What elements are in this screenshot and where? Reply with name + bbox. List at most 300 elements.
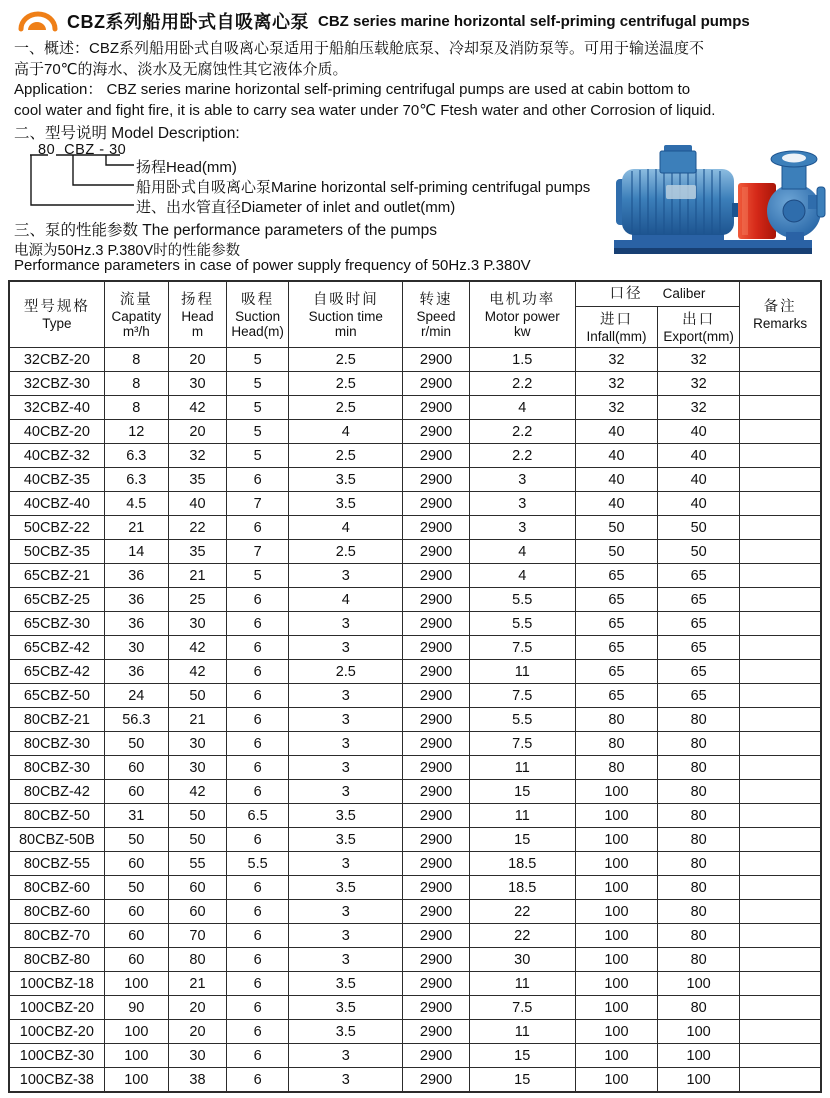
table-cell: 100 (575, 876, 657, 900)
table-cell: 30 (168, 756, 226, 780)
table-cell: 3.5 (289, 492, 403, 516)
table-cell (740, 756, 821, 780)
table-cell: 100CBZ-20 (9, 996, 104, 1020)
table-cell: 30 (168, 732, 226, 756)
table-cell: 2900 (403, 828, 469, 852)
table-cell: 65 (658, 636, 740, 660)
table-cell: 6.5 (227, 804, 289, 828)
table-cell: 5 (227, 564, 289, 588)
table-cell (740, 1020, 821, 1044)
table-cell (740, 708, 821, 732)
table-cell: 80 (658, 924, 740, 948)
table-cell: 30 (168, 372, 226, 396)
table-cell: 80CBZ-60 (9, 876, 104, 900)
table-cell: 80 (658, 948, 740, 972)
table-cell: 24 (104, 684, 168, 708)
table-cell: 32 (658, 372, 740, 396)
table-cell: 100 (575, 780, 657, 804)
table-cell: 40CBZ-35 (9, 468, 104, 492)
table-cell: 3 (469, 516, 575, 540)
table-cell: 30 (168, 612, 226, 636)
table-cell: 4 (469, 540, 575, 564)
table-cell: 2900 (403, 420, 469, 444)
table-cell: 2900 (403, 516, 469, 540)
table-cell: 2.5 (289, 660, 403, 684)
table-cell: 40CBZ-40 (9, 492, 104, 516)
table-cell: 40 (658, 468, 740, 492)
table-cell: 2900 (403, 636, 469, 660)
table-cell: 30 (104, 636, 168, 660)
table-cell: 2900 (403, 444, 469, 468)
table-cell (740, 876, 821, 900)
table-cell: 6 (227, 660, 289, 684)
table-cell: 6 (227, 516, 289, 540)
table-cell (740, 948, 821, 972)
table-cell: 15 (469, 1068, 575, 1093)
table-cell: 2900 (403, 492, 469, 516)
table-row (9, 756, 821, 780)
model-description-heading: 二、型号说明 Model Description: (14, 125, 240, 142)
table-cell (740, 900, 821, 924)
table-cell: 40CBZ-32 (9, 444, 104, 468)
table-cell: 8 (104, 372, 168, 396)
overview-line-cn-2: 高于70℃的海水、淡水及无腐蚀性其它液体介质。 (14, 60, 348, 78)
table-cell: 2900 (403, 396, 469, 420)
table-row (9, 564, 821, 588)
table-cell: 5 (227, 348, 289, 372)
brand-arc-icon (16, 7, 60, 35)
table-cell: 60 (168, 876, 226, 900)
table-cell: 15 (469, 828, 575, 852)
col-header-export: 出口 Export(mm) (658, 307, 740, 348)
table-cell: 3 (289, 612, 403, 636)
table-cell: 2900 (403, 1044, 469, 1068)
table-cell (740, 1068, 821, 1093)
col-header-suction-time: 自吸时间 Suction time min (289, 281, 403, 348)
table-cell: 6 (227, 948, 289, 972)
table-row (9, 660, 821, 684)
table-cell: 3 (289, 564, 403, 588)
col-header-motor-power: 电机功率 Motor power kw (469, 281, 575, 348)
table-cell: 2900 (403, 612, 469, 636)
table-cell: 5 (227, 420, 289, 444)
table-cell: 20 (168, 348, 226, 372)
table-cell: 6 (227, 876, 289, 900)
table-cell: 14 (104, 540, 168, 564)
table-cell: 5 (227, 396, 289, 420)
table-cell: 3 (469, 492, 575, 516)
table-cell: 65CBZ-50 (9, 684, 104, 708)
page-title-cn: CBZ系列船用卧式自吸离心泵 (67, 12, 309, 32)
table-cell: 3 (469, 468, 575, 492)
table-cell: 80CBZ-30 (9, 732, 104, 756)
table-cell: 2900 (403, 900, 469, 924)
table-cell: 2900 (403, 660, 469, 684)
overview-line-en-1: Application： CBZ series marine horizontal self-priming centrifugal pumps are used at cabin bottom to (14, 81, 691, 98)
table-cell: 100 (575, 924, 657, 948)
table-cell: 3 (289, 780, 403, 804)
table-cell: 11 (469, 972, 575, 996)
performance-note-cn: 电源为50Hz.3 P.380V时的性能参数 (14, 243, 241, 259)
table-cell: 65 (575, 660, 657, 684)
table-cell (740, 564, 821, 588)
table-cell: 100 (575, 972, 657, 996)
table-cell: 60 (104, 948, 168, 972)
table-cell: 40 (658, 492, 740, 516)
model-label-head: 扬程Head(mm) (136, 159, 237, 176)
table-cell: 7.5 (469, 996, 575, 1020)
table-cell: 100 (575, 1068, 657, 1093)
table-cell: 50 (168, 828, 226, 852)
table-cell: 42 (168, 396, 226, 420)
table-cell (740, 732, 821, 756)
table-cell: 3 (289, 732, 403, 756)
table-row (9, 348, 821, 372)
table-cell: 36 (104, 564, 168, 588)
table-cell: 21 (168, 708, 226, 732)
table-cell: 6 (227, 780, 289, 804)
table-cell (740, 516, 821, 540)
table-cell: 36 (104, 612, 168, 636)
table-cell: 3 (289, 684, 403, 708)
table-cell: 65 (658, 564, 740, 588)
table-cell: 7.5 (469, 732, 575, 756)
table-cell: 2900 (403, 972, 469, 996)
table-row (9, 492, 821, 516)
table-cell: 3 (289, 636, 403, 660)
table-cell (740, 492, 821, 516)
table-cell: 2900 (403, 876, 469, 900)
col-header-remarks: 备注 Remarks (740, 281, 821, 348)
table-cell: 50 (104, 876, 168, 900)
table-cell: 6 (227, 732, 289, 756)
table-cell: 100 (575, 900, 657, 924)
table-row (9, 1044, 821, 1068)
table-row (9, 516, 821, 540)
table-cell: 50 (575, 540, 657, 564)
table-cell: 100 (575, 948, 657, 972)
table-cell: 100 (658, 972, 740, 996)
table-cell: 2900 (403, 852, 469, 876)
table-cell: 4 (469, 564, 575, 588)
table-cell: 11 (469, 804, 575, 828)
table-cell: 32CBZ-30 (9, 372, 104, 396)
table-cell: 2.5 (289, 444, 403, 468)
table-cell: 5.5 (469, 588, 575, 612)
model-diagram-lines (28, 153, 140, 215)
table-row (9, 588, 821, 612)
table-cell: 6 (227, 588, 289, 612)
table-cell: 2900 (403, 468, 469, 492)
table-cell: 65CBZ-21 (9, 564, 104, 588)
table-cell: 100CBZ-38 (9, 1068, 104, 1093)
table-cell: 2.2 (469, 372, 575, 396)
table-cell: 80 (658, 804, 740, 828)
table-cell: 7 (227, 540, 289, 564)
table-cell: 32CBZ-40 (9, 396, 104, 420)
table-cell: 30 (469, 948, 575, 972)
table-cell: 7.5 (469, 636, 575, 660)
table-cell (740, 996, 821, 1020)
table-cell: 20 (168, 420, 226, 444)
table-cell: 65 (575, 636, 657, 660)
table-cell: 50 (104, 732, 168, 756)
table-cell: 65CBZ-25 (9, 588, 104, 612)
table-cell (740, 1044, 821, 1068)
table-row (9, 468, 821, 492)
table-cell: 80 (658, 780, 740, 804)
table-cell: 12 (104, 420, 168, 444)
table-cell: 35 (168, 540, 226, 564)
table-cell: 32 (575, 348, 657, 372)
table-cell: 3 (289, 756, 403, 780)
table-cell: 65CBZ-30 (9, 612, 104, 636)
table-cell: 2900 (403, 564, 469, 588)
table-cell: 6.3 (104, 444, 168, 468)
table-cell: 60 (104, 756, 168, 780)
table-cell: 80 (168, 948, 226, 972)
table-cell: 100 (104, 1068, 168, 1093)
table-cell: 65 (658, 588, 740, 612)
table-cell: 11 (469, 756, 575, 780)
table-cell (740, 636, 821, 660)
table-cell: 2900 (403, 948, 469, 972)
table-cell: 100 (575, 1044, 657, 1068)
table-cell: 80 (658, 996, 740, 1020)
table-cell (740, 924, 821, 948)
table-cell: 20 (168, 1020, 226, 1044)
table-cell: 60 (104, 900, 168, 924)
table-cell: 21 (168, 564, 226, 588)
table-cell: 15 (469, 1044, 575, 1068)
table-cell: 80CBZ-50 (9, 804, 104, 828)
table-cell: 50 (658, 540, 740, 564)
table-cell: 32 (168, 444, 226, 468)
table-cell: 65 (575, 684, 657, 708)
table-cell: 6 (227, 828, 289, 852)
table-cell: 6 (227, 924, 289, 948)
table-cell: 18.5 (469, 876, 575, 900)
table-cell: 3.5 (289, 828, 403, 852)
table-cell (740, 396, 821, 420)
table-cell: 2.2 (469, 444, 575, 468)
table-cell: 50 (168, 684, 226, 708)
col-header-speed: 转速 Speed r/min (403, 281, 469, 348)
table-cell: 80CBZ-60 (9, 900, 104, 924)
table-cell: 6 (227, 996, 289, 1020)
table-cell: 40 (658, 420, 740, 444)
table-cell: 50 (658, 516, 740, 540)
table-cell: 80CBZ-50B (9, 828, 104, 852)
table-row (9, 684, 821, 708)
pump-product-photo (602, 133, 826, 264)
table-row (9, 396, 821, 420)
table-row (9, 732, 821, 756)
table-cell: 50CBZ-22 (9, 516, 104, 540)
table-row (9, 852, 821, 876)
table-row (9, 972, 821, 996)
table-row (9, 876, 821, 900)
table-cell: 2900 (403, 1020, 469, 1044)
table-cell (740, 468, 821, 492)
table-cell: 40 (575, 444, 657, 468)
table-cell: 3 (289, 1044, 403, 1068)
table-cell: 32 (658, 396, 740, 420)
table-cell: 65 (575, 612, 657, 636)
table-cell: 21 (104, 516, 168, 540)
table-cell: 65 (658, 660, 740, 684)
table-cell: 80CBZ-70 (9, 924, 104, 948)
table-cell: 65 (658, 684, 740, 708)
table-cell: 80 (658, 756, 740, 780)
table-cell: 6 (227, 900, 289, 924)
performance-table (8, 280, 822, 1093)
table-cell (740, 972, 821, 996)
table-row (9, 1068, 821, 1093)
table-cell: 6 (227, 612, 289, 636)
table-row (9, 444, 821, 468)
col-header-capacity: 流量 Capatity m³/h (104, 281, 168, 348)
table-cell: 50CBZ-35 (9, 540, 104, 564)
table-cell: 5.5 (227, 852, 289, 876)
table-cell: 80 (575, 756, 657, 780)
table-row (9, 996, 821, 1020)
table-cell: 65CBZ-42 (9, 636, 104, 660)
table-cell: 2900 (403, 588, 469, 612)
table-row (9, 612, 821, 636)
table-cell: 32CBZ-20 (9, 348, 104, 372)
table-cell: 80 (658, 876, 740, 900)
table-cell: 3.5 (289, 972, 403, 996)
table-cell: 2.5 (289, 372, 403, 396)
table-cell: 4 (469, 396, 575, 420)
table-cell: 70 (168, 924, 226, 948)
table-cell: 3 (289, 852, 403, 876)
table-cell (740, 612, 821, 636)
page-header (16, 6, 750, 36)
table-cell: 100 (104, 972, 168, 996)
table-cell: 80CBZ-55 (9, 852, 104, 876)
table-cell: 80 (658, 828, 740, 852)
table-cell: 80CBZ-30 (9, 756, 104, 780)
table-cell: 40 (575, 492, 657, 516)
table-row (9, 540, 821, 564)
table-cell: 40 (575, 420, 657, 444)
table-cell: 100 (575, 1020, 657, 1044)
table-cell: 80CBZ-42 (9, 780, 104, 804)
table-cell: 3 (289, 900, 403, 924)
table-cell: 3.5 (289, 1020, 403, 1044)
table-cell: 6.3 (104, 468, 168, 492)
table-cell: 6 (227, 684, 289, 708)
table-cell: 100 (658, 1044, 740, 1068)
table-cell: 2900 (403, 756, 469, 780)
table-cell: 8 (104, 348, 168, 372)
table-cell: 32 (658, 348, 740, 372)
table-cell: 100CBZ-18 (9, 972, 104, 996)
table-cell: 6 (227, 756, 289, 780)
table-cell: 5 (227, 372, 289, 396)
table-cell (740, 444, 821, 468)
table-cell: 40 (575, 468, 657, 492)
table-cell: 80CBZ-80 (9, 948, 104, 972)
table-cell: 32 (575, 396, 657, 420)
performance-heading: 三、泵的性能参数 The performance parameters of the pumps (14, 222, 437, 239)
table-cell: 80 (575, 708, 657, 732)
table-cell: 3.5 (289, 804, 403, 828)
model-label-series: 船用卧式自吸离心泵Marine horizontal self-priming centrifugal pumps (136, 179, 591, 196)
table-cell: 3.5 (289, 468, 403, 492)
page-title-en: CBZ series marine horizontal self-priming centrifugal pumps (318, 12, 750, 30)
table-cell: 40CBZ-20 (9, 420, 104, 444)
table-cell: 21 (168, 972, 226, 996)
table-cell: 2.5 (289, 396, 403, 420)
table-cell: 4.5 (104, 492, 168, 516)
overview-line-cn-1: 一、概述：CBZ系列船用卧式自吸离心泵适用于船舶压载舱底泵、冷却泵及消防泵等。可用于输送温度不 (14, 40, 705, 57)
table-row (9, 1020, 821, 1044)
table-cell: 6 (227, 636, 289, 660)
table-cell (740, 540, 821, 564)
table-cell: 2.5 (289, 348, 403, 372)
table-cell: 3 (289, 948, 403, 972)
table-cell: 22 (469, 900, 575, 924)
table-row (9, 636, 821, 660)
performance-table-body (9, 348, 821, 1093)
table-cell: 42 (168, 636, 226, 660)
table-cell: 6 (227, 1044, 289, 1068)
table-cell: 3 (289, 1068, 403, 1093)
table-cell: 2.5 (289, 540, 403, 564)
table-cell (740, 420, 821, 444)
table-cell (740, 660, 821, 684)
table-cell: 2900 (403, 684, 469, 708)
table-cell: 42 (168, 780, 226, 804)
table-cell: 1.5 (469, 348, 575, 372)
table-cell (740, 372, 821, 396)
table-cell: 36 (104, 660, 168, 684)
table-cell: 3.5 (289, 996, 403, 1020)
table-cell: 3 (289, 924, 403, 948)
table-cell: 38 (168, 1068, 226, 1093)
table-cell: 2900 (403, 780, 469, 804)
table-cell: 6 (227, 972, 289, 996)
table-cell: 4 (289, 420, 403, 444)
table-cell: 2900 (403, 996, 469, 1020)
table-cell: 40 (658, 444, 740, 468)
table-cell: 50 (104, 828, 168, 852)
table-cell: 4 (289, 516, 403, 540)
table-cell: 11 (469, 1020, 575, 1044)
table-row (9, 804, 821, 828)
table-cell (740, 684, 821, 708)
table-cell: 100 (104, 1020, 168, 1044)
table-cell: 2900 (403, 1068, 469, 1093)
table-row (9, 924, 821, 948)
overview-line-en-2: cool water and fight fire, it is able to carry sea water under 70℃ Ftesh water and other Corrosion of liquid. (14, 101, 716, 119)
table-cell: 20 (168, 996, 226, 1020)
col-header-head: 扬程 Head m (168, 281, 226, 348)
table-cell: 90 (104, 996, 168, 1020)
table-cell: 56.3 (104, 708, 168, 732)
table-cell: 100 (104, 1044, 168, 1068)
table-cell: 60 (104, 924, 168, 948)
table-cell: 6 (227, 468, 289, 492)
table-cell: 80 (658, 900, 740, 924)
table-cell: 100CBZ-20 (9, 1020, 104, 1044)
col-header-caliber: 口径 Caliber (575, 281, 739, 307)
table-cell: 3.5 (289, 876, 403, 900)
model-label-diameter: 进、出水管直径Diameter of inlet and outlet(mm) (136, 199, 456, 216)
